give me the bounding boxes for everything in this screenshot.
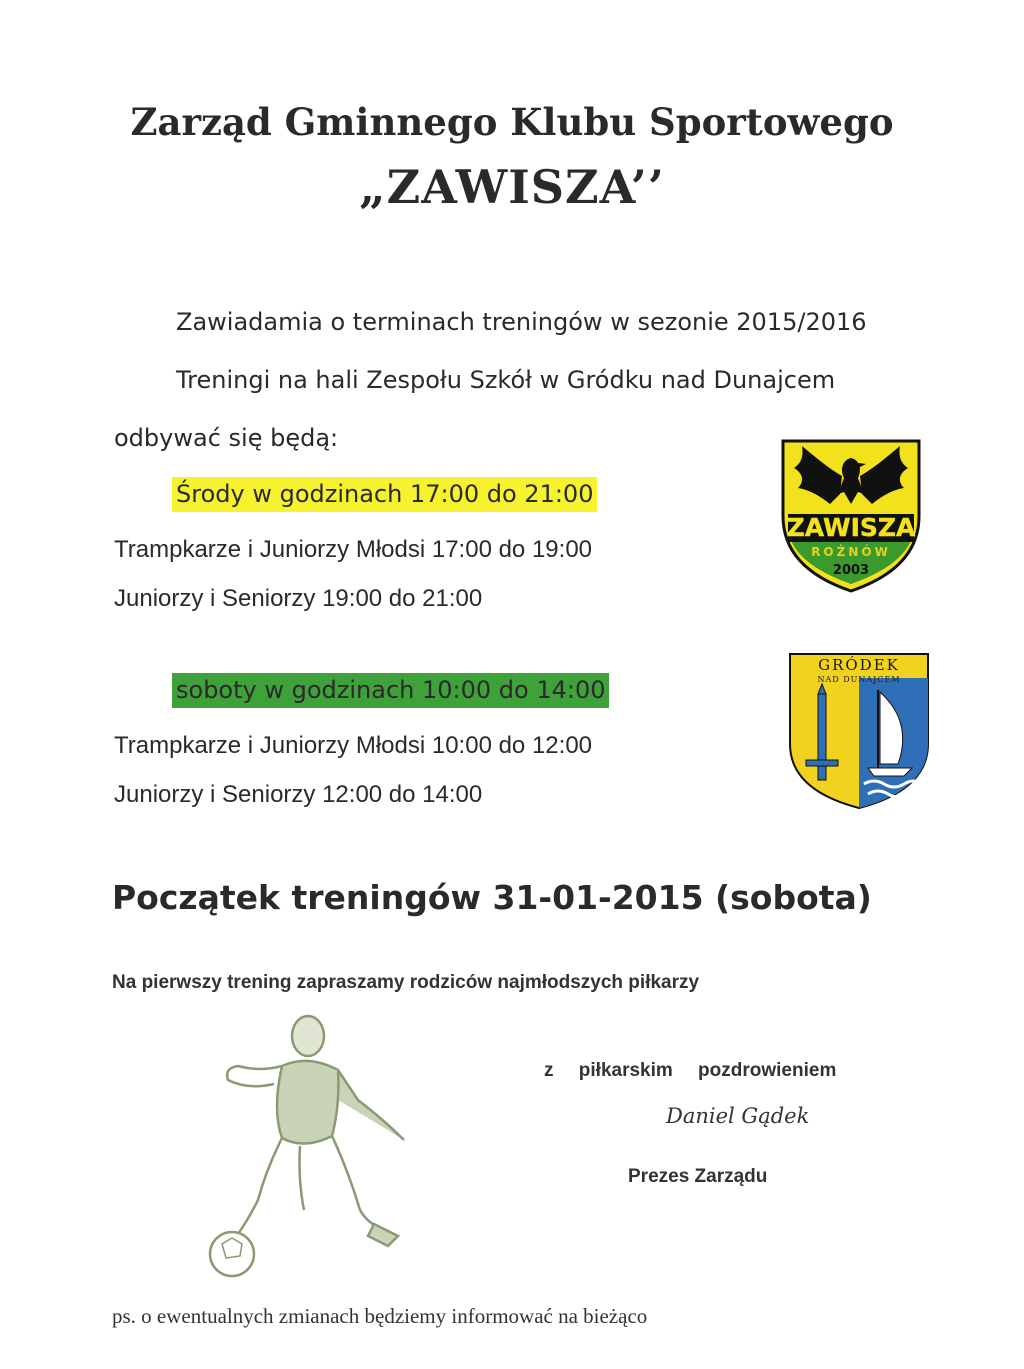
town-emblem	[788, 652, 930, 815]
wednesday-heading: Środy w godzinach 17:00 do 21:00	[172, 477, 597, 512]
town-emblem-title: GRÓDEK	[818, 656, 900, 674]
club-emblem-town: ROŻNÓW	[811, 545, 891, 559]
venue-notice: Treningi na hali Zespołu Szkół w Gródku nad Dunajcem	[176, 366, 836, 394]
president-signature: Daniel Gądek	[666, 1104, 810, 1128]
club-emblem	[780, 438, 922, 599]
saturday-row-1: Trampkarze i Juniorzy Młodsi 10:00 do 12:00	[114, 732, 593, 759]
saturday-heading: soboty w godzinach 10:00 do 14:00	[172, 673, 609, 708]
town-emblem-subtitle: NAD DUNAJCEM	[817, 675, 901, 684]
club-emblem-year: 2003	[832, 563, 870, 578]
training-start-date: Początek treningów 31-01-2015 (sobota)	[112, 878, 872, 917]
wednesday-row-2: Juniorzy i Seniorzy 19:00 do 21:00	[114, 585, 483, 612]
closing-greeting: z piłkarskim pozdrowieniem	[544, 1060, 837, 1081]
club-emblem-name: ZAWISZA	[786, 513, 916, 542]
schedule-intro: odbywać się będą:	[114, 424, 339, 452]
postscript: ps. o ewentualnych zmianach będziemy informować na bieżąco	[112, 1304, 648, 1328]
saturday-row-2: Juniorzy i Seniorzy 12:00 do 14:00	[114, 781, 483, 808]
football-player-icon	[208, 1010, 418, 1285]
wednesday-row-1: Trampkarze i Juniorzy Młodsi 17:00 do 19:00	[114, 536, 593, 563]
president-role: Prezes Zarządu	[628, 1166, 768, 1187]
season-notice: Zawiadamia o terminach treningów w sezonie 2015/2016	[176, 308, 867, 336]
parents-invitation: Na pierwszy trening zapraszamy rodziców najmłodszych piłkarzy	[112, 972, 700, 993]
club-name: „ZAWISZA’’	[359, 160, 665, 214]
club-board-title: Zarząd Gminnego Klubu Sportowego	[130, 100, 894, 144]
